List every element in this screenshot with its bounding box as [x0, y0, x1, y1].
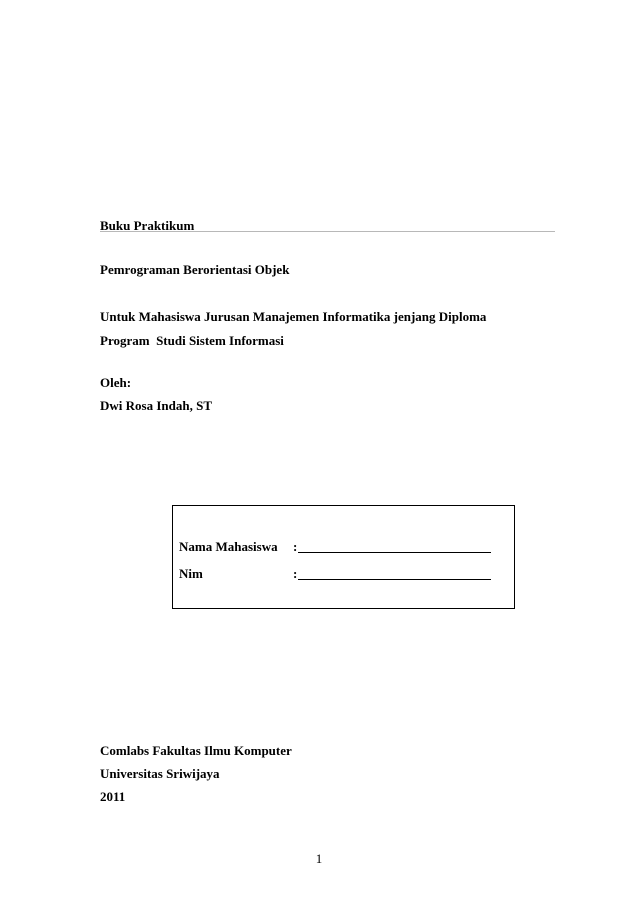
publication-year: 2011 [100, 789, 126, 804]
course-title: Pemrograman Berorientasi Objek [100, 262, 290, 277]
audience-line-2: Program Studi Sistem Informasi [100, 333, 284, 348]
nim-label: Nim [179, 566, 203, 581]
author-label: Oleh: [100, 375, 132, 390]
document-type-heading: Buku Praktikum [100, 218, 195, 233]
name-blank-line[interactable] [298, 552, 491, 553]
name-label: Nama Mahasiswa [179, 539, 278, 554]
author-name: Dwi Rosa Indah, ST [100, 398, 212, 413]
name-colon: : [293, 539, 298, 554]
lab-name: Comlabs Fakultas Ilmu Komputer [100, 743, 292, 758]
nim-colon: : [293, 566, 298, 581]
header-rule [100, 231, 555, 232]
page-number: 1 [315, 851, 323, 866]
audience-line-1: Untuk Mahasiswa Jurusan Manajemen Informatika jenjang Diploma [100, 309, 487, 324]
nim-blank-line[interactable] [298, 579, 491, 580]
university-name: Universitas Sriwijaya [100, 766, 220, 781]
student-info-box [172, 505, 515, 609]
